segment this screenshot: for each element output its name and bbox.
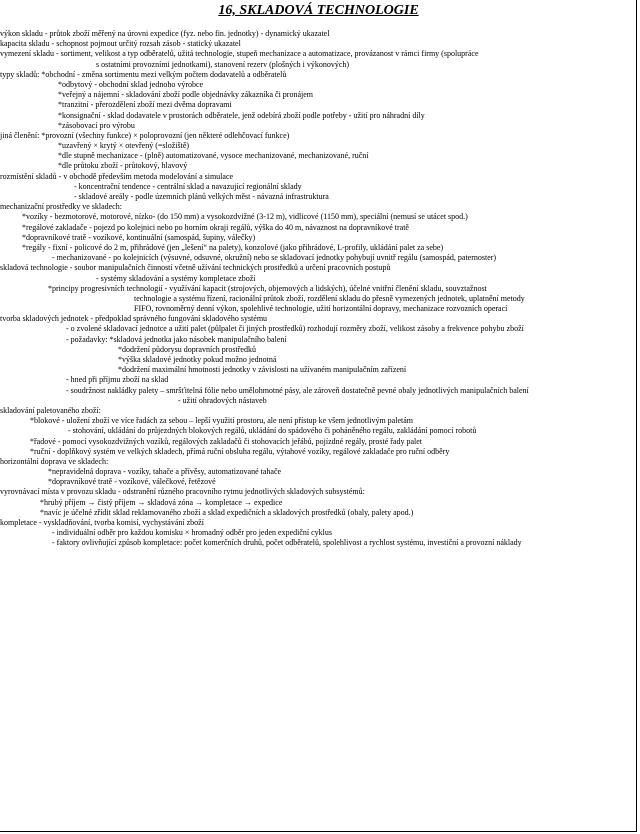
text-line: FIFO, rovnoměrný denní výkon, spolehlivé technologie, užití horizontální dopravy, mechanizace rozvozních operací [134, 304, 508, 314]
document-body [0, 29, 636, 549]
text-line: *uzavřený × krytý × otevřený (=složiště) [58, 141, 190, 151]
text-line: - faktory ovlivňující způsob kompletace: počet komerčních druhů, počet odběratelů, spolehlivost a rychlost systému, investiční a provozní náklady [52, 538, 522, 548]
text-line: - požadavky: *skladová jednotka jako násobek manipulačního balení [66, 334, 287, 344]
text-line: *nepravidelná doprava - vozíky, tahače a přívěsy, automatizované tahače [48, 467, 282, 477]
text-line: vymezení skladu - sortiment, velikost a typ odběratelů, užitá technologie, stupeň mechanizace a automatizace, provázanost v rámci firmy (spolupráce [0, 49, 479, 59]
text-line: *dodržení půdorysu dopravních prostředků [118, 344, 256, 354]
text-line: horizontální doprava ve skladech: [0, 456, 109, 466]
text-line: rozmístění skladů - v obchodě především metoda modelování a simulace [0, 171, 234, 181]
text-line: *řadové - pomocí vysokozdvižných vozíků, regálových zakladačů či stohovacích jeřábů, pojízdné regály, prosté řady palet [30, 436, 423, 446]
text-line: vyrovnávací místa v provozu skladu - odstranění různého pracovního rytmu jednotlivých skladových subsystémů: [0, 487, 365, 497]
text-line: *zásobovací pro výrobu [58, 120, 135, 130]
text-line: *odbytový - obchodní sklad jednoho výrobce [58, 79, 204, 89]
text-line: typy skladů: *obchodní - změna sortimentu mezi velkým počtem dodavatelů a odběratelů [0, 69, 287, 79]
text-line: skladování paletovaného zboží: [0, 405, 101, 415]
text-line: tvorba skladových jednotek - předpoklad správného fungování skladového systému [0, 314, 268, 324]
text-line: - o zvolené skladovací jednotce a užití palet (půlpalet či jiných prostředků) rozhodují rozměry zboží, velikost zásoby a frekvence pohybu zboží [66, 324, 524, 334]
text-line: - hned při příjmu zboží na sklad [66, 375, 169, 385]
text-line: - koncentrační tendence - centrální sklad a navazující regionální sklady [74, 181, 302, 191]
text-line: *tranzitní - přerozdělení zboží mezi dvěma dopravami [58, 100, 232, 110]
text-line: *dopravníkové tratě - vozíkové, kontinuální (samospád, šupiny, válečky) [22, 232, 256, 242]
text-line: *ruční - doplňkový systém ve velkých skladech, přímá ruční obsluha regálu, výtahové vozíky, regálové zakladače pro ruční odběry [30, 446, 450, 456]
text-line: *dle průtoku zboží - průtokový, hlavový [58, 161, 188, 171]
text-line: - systémy skladování a systémy kompletace zboží [96, 273, 256, 283]
text-line: - skladové areály - podle územních plánů velkých měst - návazná infrastruktura [74, 192, 329, 201]
text-line: *regály - fixní - policové do 2 m, přihrádové (jen „lešení“ na palety), konzolové (jako přihrádové, L-profily, ukládání palet za sebe) [22, 242, 444, 252]
text-line: *veřejný a nájemní - skladování zboží podle objednávky zákazníka či pronájem [58, 90, 314, 100]
text-line: *vozíky - bezmotorové, motorové, nízko- (do 150 mm) a vysokozdvižné (3-12 m), vidlicové (1150 mm), speciální (nemusí se utácet spod.) [22, 212, 468, 222]
text-line: *blokové - uložení zboží ve více řadách za sebou – lepší využití prostoru, ale není přístup ke všem jednotlivým paletám [30, 416, 413, 426]
text-line: jiná členění: *provozní (všechny funkce) × poloprovozní (jen některé odlehčovací funkce) [0, 130, 290, 140]
text-line: - stohování, ukládání do průjezdných blokových regálů, ukládání do spádového či poháněného regálu, zakládání pomocí robotů [68, 426, 477, 436]
text-line: kompletace - vyskladňování, tvorba komisí, vychystávání zboží [0, 518, 204, 527]
text-line: s ostatními provozními jednotkami), stanovení rezerv (plošných i výkonových) [96, 59, 350, 69]
text-line: - mechanizované - po kolejnicích (výsuvné, odsuvné, okružní) nebo se skladovací jednotky pohybují uvnitř regálu (samospád, paternoster) [52, 253, 497, 263]
text-line: *výška skladové jednotky pokud možno jednotná [118, 355, 277, 364]
text-line: - soudržnost nakládky palety – smršťitelná fólie nebo umělohmotné pásy, ale zároveň dostatečně pevné obaly jednotlivých manipulačních balení [66, 385, 529, 395]
text-line: - užití ohradových nástaveb [178, 395, 267, 405]
text-line: skladová technologie - soubor manipulačních činností včetně užívání technických prostředků a určení pracovních postupů [0, 263, 391, 273]
text-line: *dle stupně mechanizace - (plně) automatizované, vysoce mechanizované, mechanizované, ruční [58, 151, 369, 161]
text-line: *konsignační - sklad dodavatele v prostorách odběratele, jenž odebírá zboží podle potřeby - užití pro náhradní díly [58, 110, 425, 120]
text-line: kapacita skladu - schopnost pojmout určitý rozsah zásob - statický ukazatel [0, 39, 241, 49]
text-line: mechanizační prostředky ve skladech: [0, 202, 122, 212]
page-title: 16, SKLADOVÁ TECHNOLOGIE [218, 3, 419, 18]
text-line: *dopravníkové tratě - vozíkové, válečkové, řetězové [48, 477, 216, 487]
text-line: *dodržení maximální hmotnosti jednotky v závislosti na užívaném manipulačním zařízení [118, 365, 407, 375]
text-line: výkon skladu - průtok zboží měřený na úrovni expedice (fyz. nebo fin. jednotky) - dynamický ukazatel [0, 29, 330, 38]
text-line: *hrubý příjem → čistý příjem → skladová zóna → kompletace → expedice [40, 497, 283, 507]
text-line: *navíc je účelné zřídit sklad reklamovaného zboží a sklad expedičních a skladových prostředků (obaly, palety apod.) [40, 507, 414, 517]
text-line: - individuální odběr pro každou komisku × hromadný odběr pro jeden expediční cyklus [52, 528, 333, 538]
text-line: *principy progresivních technologií - využívání kapacit (strojových, objemových a lidských), účelné vnitřní členění skladu, souvztažnost [48, 283, 487, 293]
text-line: technologie a systému řízení, racionální průtok zboží, rozdělení skladu do přesně vymezených jednotek, uplatnění metody [134, 293, 525, 303]
text-line: *regálové zakladače - pojezd po kolejnici nebo po horním okraji regálů, výška do 40 m, návaznost na dopravníkové tratě [22, 222, 409, 232]
